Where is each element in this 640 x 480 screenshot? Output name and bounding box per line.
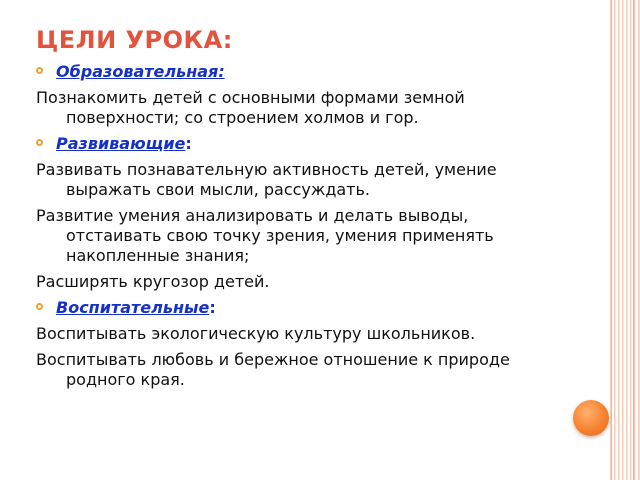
section-heading-text: Образовательная: [56, 62, 225, 81]
bullet-circle-icon [36, 139, 43, 146]
section-heading-text: Воспитательные [56, 298, 210, 317]
section-heading-developing [36, 134, 564, 154]
section-heading-text: Развивающие [56, 134, 186, 153]
orange-orb-icon [573, 400, 609, 436]
goal-paragraph: Развитие умения анализировать и делать выводы, отстаивать свою точку зрения, умения применять накопленные знания; [36, 206, 494, 265]
bullet-circle-icon [36, 67, 43, 74]
decorative-stripes [610, 0, 640, 480]
goal-paragraph: Воспитывать любовь и бережное отношение к природе родного края. [36, 350, 510, 389]
section-heading-upbringing [36, 298, 564, 318]
section-heading-colon: : [185, 134, 192, 153]
section-heading-colon: : [209, 298, 216, 317]
decorative-border-line [633, 0, 635, 480]
goal-paragraph: Развивать познавательную активность детей, умение выражать свои мысли, рассуждать. [36, 160, 497, 199]
goal-paragraph: Расширять кругозор детей. [36, 272, 270, 291]
slide-content [36, 62, 564, 396]
slide-title: ЦЕЛИ УРОКА: [36, 26, 233, 54]
goal-paragraph: Воспитывать экологическую культуру школьников. [36, 324, 476, 343]
decorative-border-line-inner [611, 0, 612, 480]
bullet-circle-icon [36, 303, 43, 310]
section-heading-educational [36, 62, 564, 82]
goal-paragraph: Познакомить детей с основными формами земной поверхности; со строением холмов и гор. [36, 88, 465, 127]
